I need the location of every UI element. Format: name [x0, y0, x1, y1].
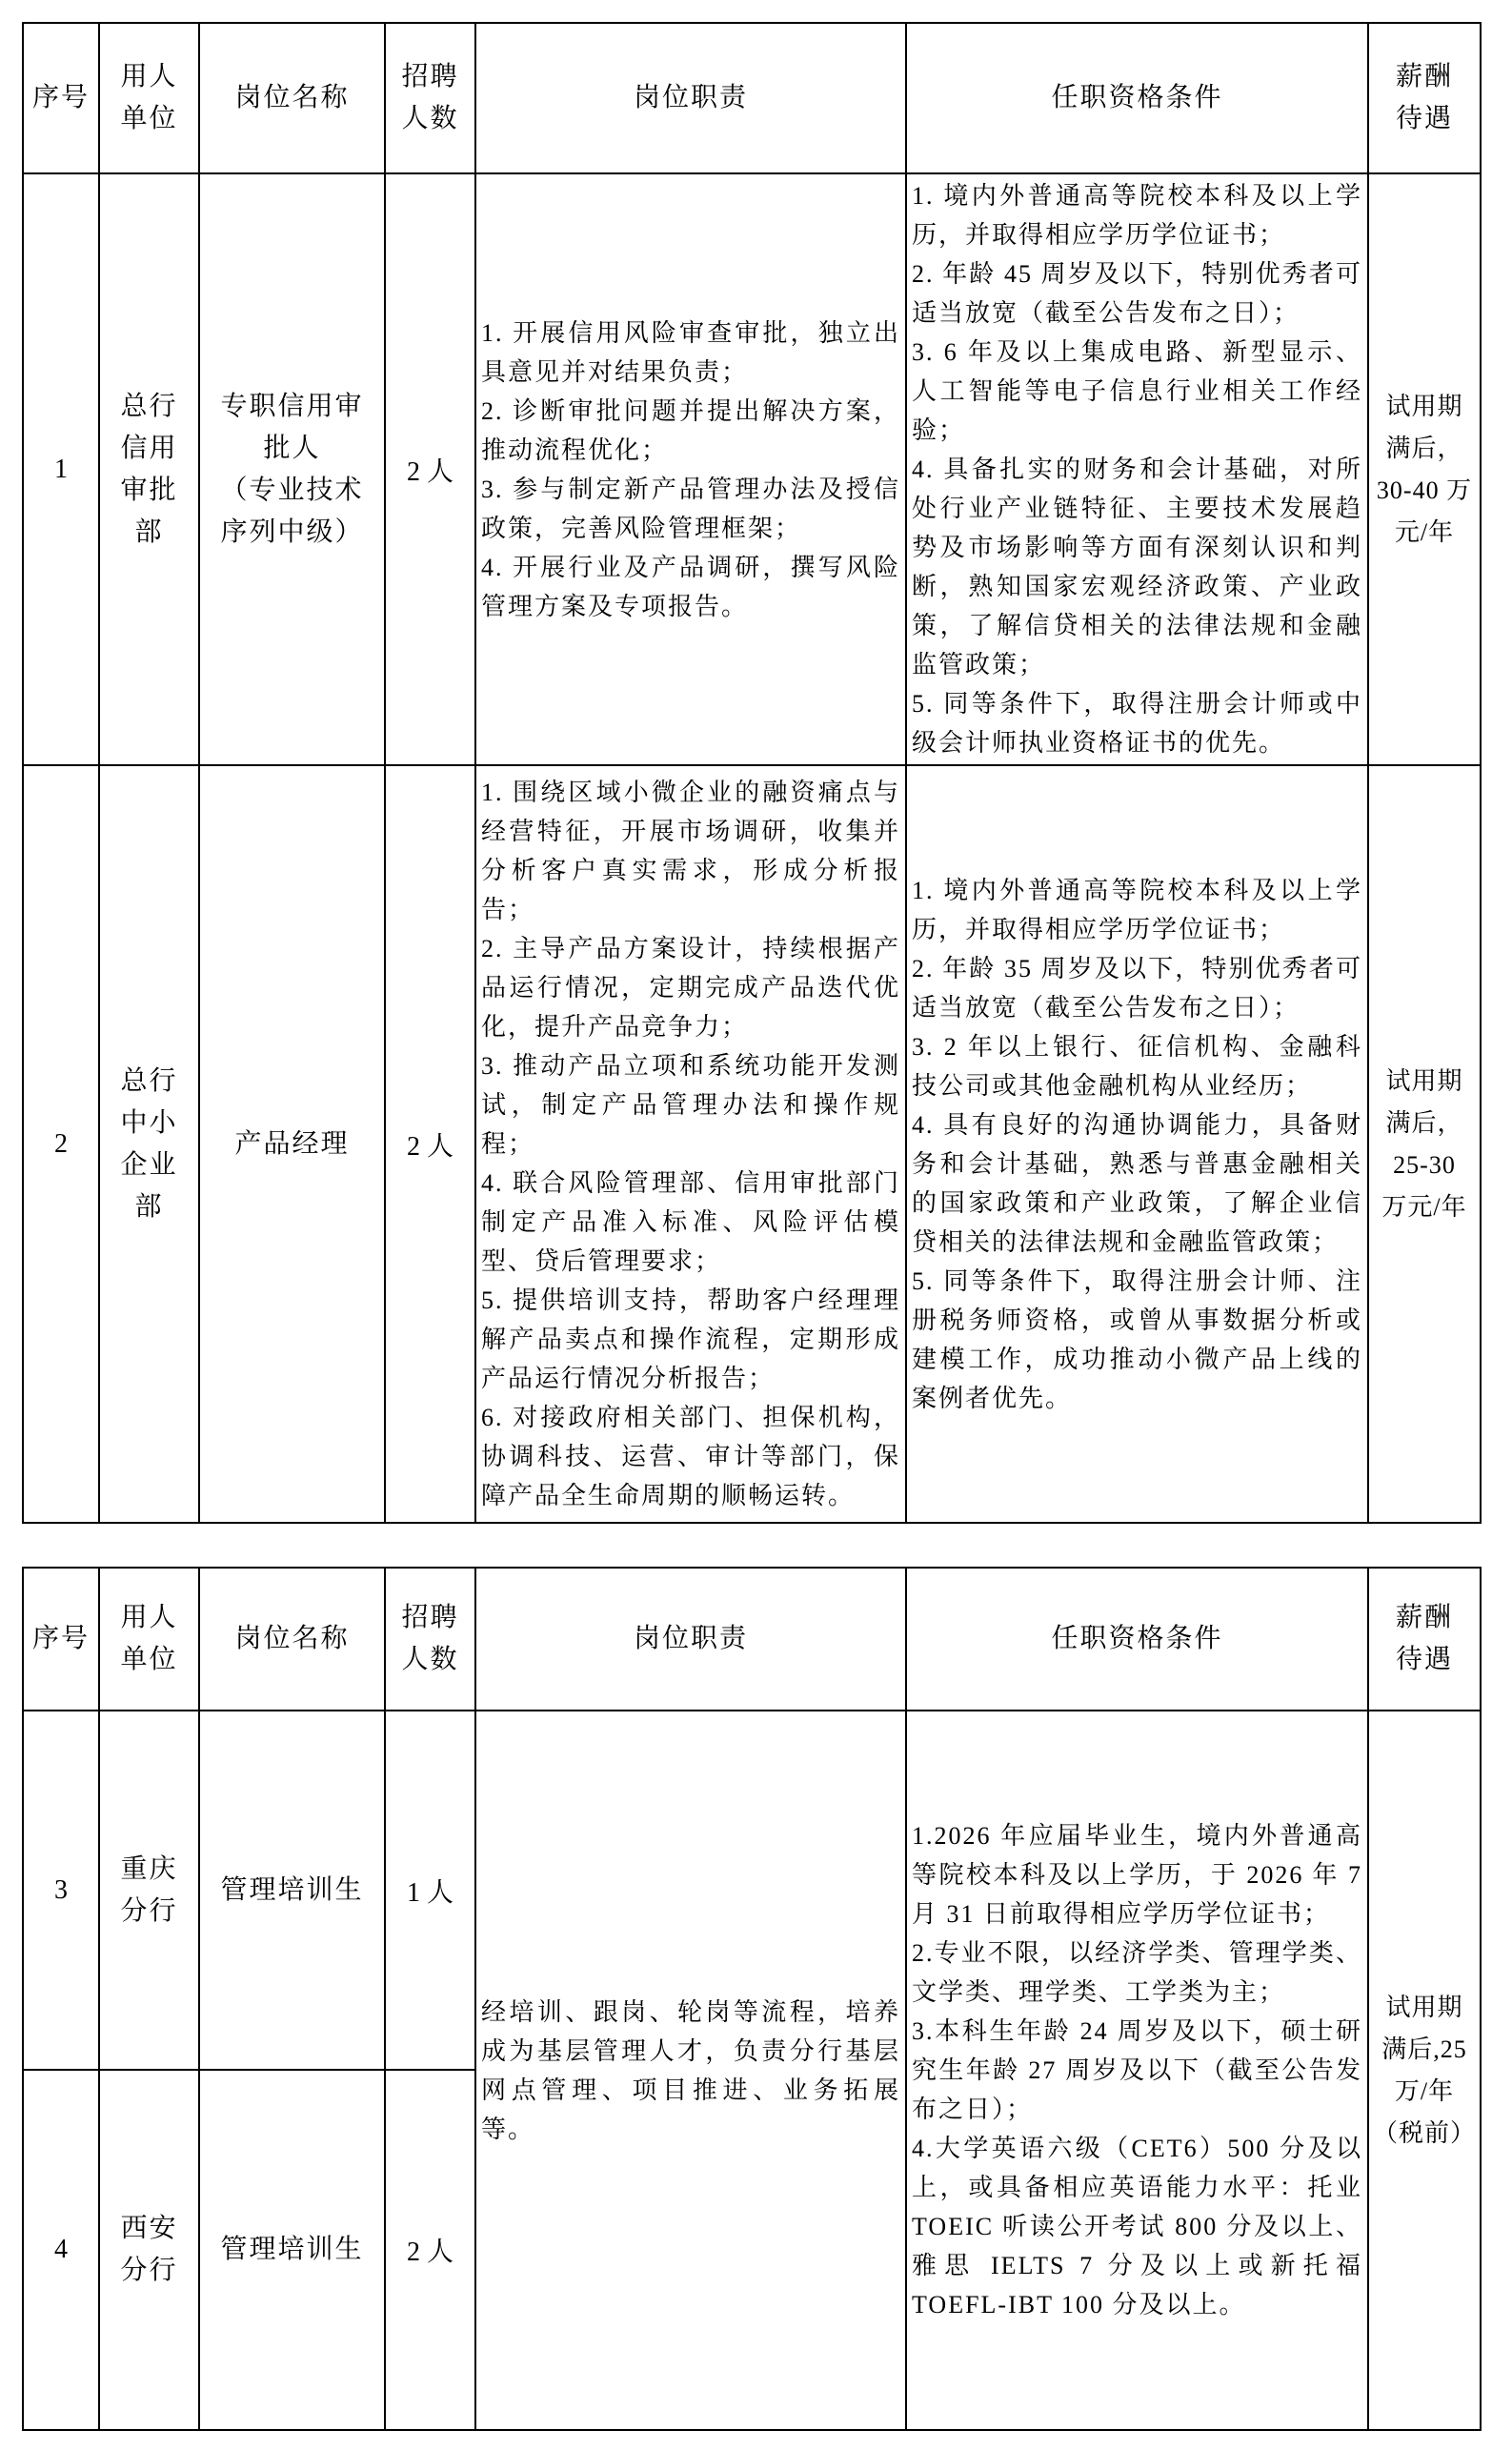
cell-position: 管理培训生	[199, 2070, 385, 2430]
cell-seq: 2	[23, 765, 99, 1523]
cell-duties: 1. 围绕区域小微企业的融资痛点与经营特征，开展市场调研，收集并分析客户真实需求，形成分析报告； 2. 主导产品方案设计，持续根据产品运行情况，定期完成产品迭代优化，提升产品竞争力； 3. 推动产品立项和系统功能开发测试，制定产品管理办法和操作规程； 4. 联合风险管理部、信用审批部门制定产品准入标准、风险评估模型、贷后管理要求； 5. 提供培训支持，帮助客户经理理解产品卖点和操作流程，定期形成产品运行情况分析报告； 6. 对接政府相关部门、担保机构，协调科技、运营、审计等部门，保障产品全生命周期的顺畅运转。	[475, 765, 906, 1523]
col-header-seq: 序号	[23, 23, 99, 173]
col-header-salary: 薪酬 待遇	[1368, 23, 1481, 173]
col-header-duties: 岗位职责	[475, 23, 906, 173]
cell-qualifications: 1. 境内外普通高等院校本科及以上学历，并取得相应学历学位证书； 2. 年龄 45 周岁及以下，特别优秀者可适当放宽（截至公告发布之日）； 3. 6 年及以上集成电路、新型显示、人工智能等电子信息行业相关工作经验； 4. 具备扎实的财务和会计基础，对所处行业产业链特征、主要技术发展趋势及市场影响等方面有深刻认识和判断，熟知国家宏观经济政策、产业政策，了解信贷相关的法律法规和金融监管政策； 5. 同等条件下，取得注册会计师或中级会计师执业资格证书的优先。	[906, 173, 1368, 765]
col-header-duties: 岗位职责	[475, 1568, 906, 1711]
cell-seq: 4	[23, 2070, 99, 2430]
cell-headcount: 2 人	[385, 765, 475, 1523]
cell-unit: 重庆分行	[99, 1711, 199, 2070]
col-header-seq: 序号	[23, 1568, 99, 1711]
col-header-qualifications: 任职资格条件	[906, 23, 1368, 173]
table-row	[23, 173, 1481, 765]
col-header-headcount: 招聘 人数	[385, 23, 475, 173]
cell-qualifications-merged: 1.2026 年应届毕业生，境内外普通高等院校本科及以上学历，于 2026 年 7 月 31 日前取得相应学历学位证书； 2.专业不限，以经济学类、管理学类、文学类、理学类、工学类为主； 3.本科生年龄 24 周岁及以下，硕士研究生年龄 27 周岁及以下（截至公告发布之日）； 4.大学英语六级（CET6）500 分及以上，或具备相应英语能力水平：托业 TOEIC 听读公开考试 800 分及以上、雅思 IELTS 7 分及以上或新托福 TOEFL-IBT 100 分及以上。	[906, 1711, 1368, 2430]
cell-duties: 1. 开展信用风险审查审批，独立出具意见并对结果负责； 2. 诊断审批问题并提出解决方案，推动流程优化； 3. 参与制定新产品管理办法及授信政策，完善风险管理框架； 4. 开展行业及产品调研，撰写风险管理方案及专项报告。	[475, 173, 906, 765]
cell-unit: 总行中小企业部	[99, 765, 199, 1523]
cell-position: 专职信用审批人 （专业技术序列中级）	[199, 173, 385, 765]
cell-qualifications: 1. 境内外普通高等院校本科及以上学历，并取得相应学历学位证书； 2. 年龄 35 周岁及以下，特别优秀者可适当放宽（截至公告发布之日）； 3. 2 年以上银行、征信机构、金融科技公司或其他金融机构从业经历； 4. 具有良好的沟通协调能力，具备财务和会计基础，熟悉与普惠金融相关的国家政策和产业政策，了解企业信贷相关的法律法规和金融监管政策； 5. 同等条件下，取得注册会计师、注册税务师资格，或曾从事数据分析或建模工作，成功推动小微产品上线的案例者优先。	[906, 765, 1368, 1523]
col-header-unit: 用人 单位	[99, 23, 199, 173]
table2-header-row	[23, 1568, 1481, 1711]
table-row	[23, 1711, 1481, 2070]
cell-salary-merged: 试用期 满后,25 万/年 （税前）	[1368, 1711, 1481, 2430]
recruitment-table-1	[22, 22, 1482, 1524]
col-header-headcount: 招聘 人数	[385, 1568, 475, 1711]
col-header-unit: 用人 单位	[99, 1568, 199, 1711]
col-header-salary: 薪酬 待遇	[1368, 1568, 1481, 1711]
col-header-qualifications: 任职资格条件	[906, 1568, 1368, 1711]
cell-seq: 3	[23, 1711, 99, 2070]
table-row	[23, 765, 1481, 1523]
recruitment-table-2	[22, 1567, 1482, 2431]
cell-position: 产品经理	[199, 765, 385, 1523]
cell-salary: 试用期 满后， 25-30 万元/年	[1368, 765, 1481, 1523]
cell-seq: 1	[23, 173, 99, 765]
cell-unit: 西安分行	[99, 2070, 199, 2430]
table1-header-row	[23, 23, 1481, 173]
cell-unit: 总行信用审批部	[99, 173, 199, 765]
cell-salary: 试用期 满后， 30-40 万 元/年	[1368, 173, 1481, 765]
cell-headcount: 2 人	[385, 173, 475, 765]
cell-duties-merged: 经培训、跟岗、轮岗等流程，培养成为基层管理人才，负责分行基层网点管理、项目推进、业务拓展等。	[475, 1711, 906, 2430]
col-header-position: 岗位名称	[199, 1568, 385, 1711]
col-header-position: 岗位名称	[199, 23, 385, 173]
cell-position: 管理培训生	[199, 1711, 385, 2070]
cell-headcount: 1 人	[385, 1711, 475, 2070]
cell-headcount: 2 人	[385, 2070, 475, 2430]
